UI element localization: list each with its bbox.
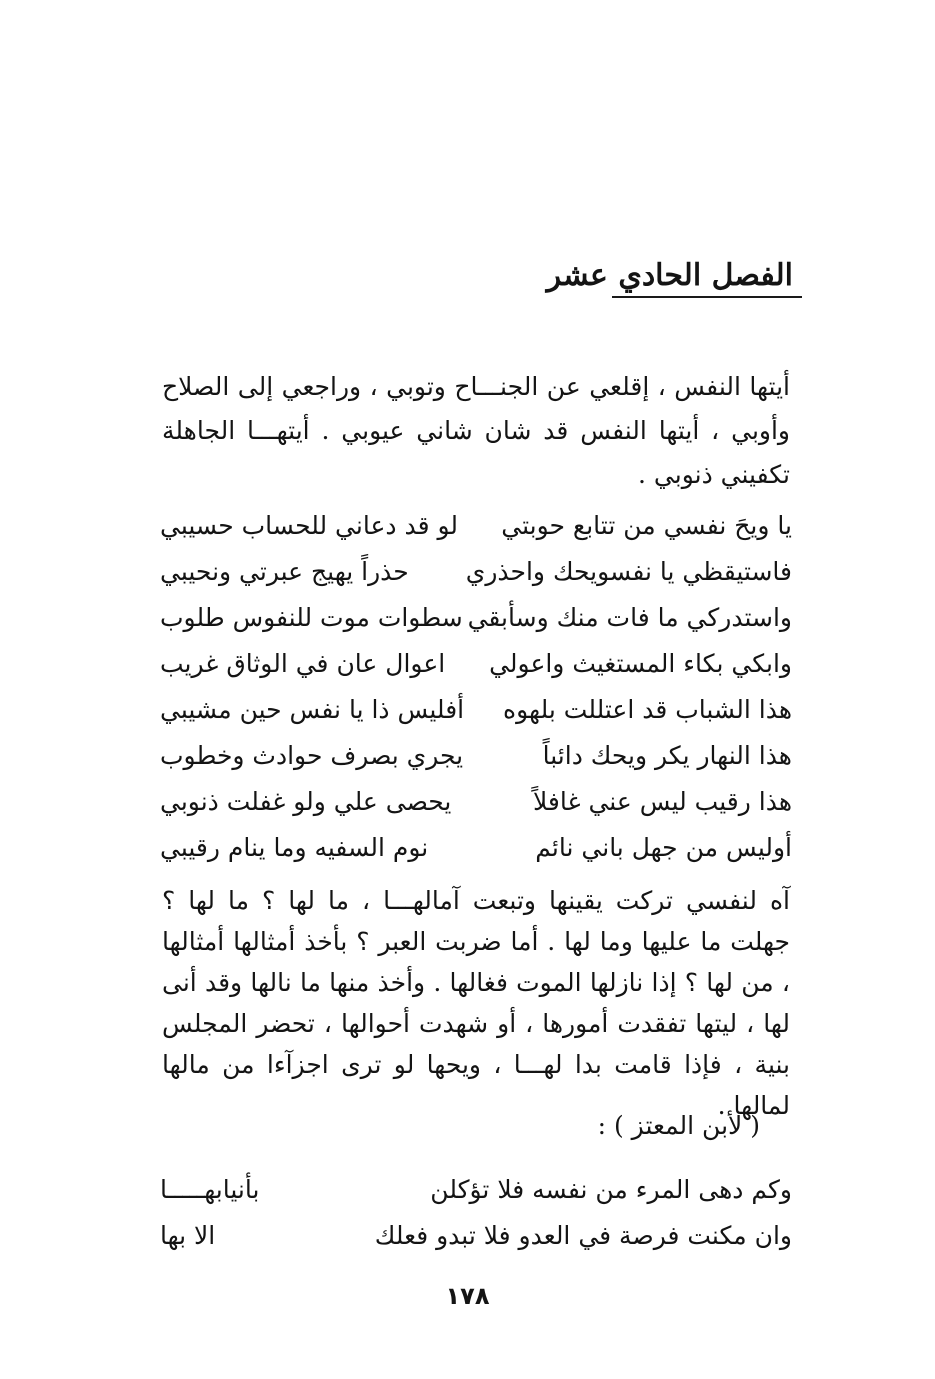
verse-right-hemistich: واستدركي ما فات منك وسأبقي: [467, 602, 792, 632]
verse-left-hemistich: نوم السفيه وما ينام رقيبي: [160, 832, 429, 862]
verse-left-hemistich: يجري بصرف حوادث وخطوب: [160, 740, 464, 770]
verse-line: [160, 824, 792, 870]
verse-left-hemistich: يحصى علي ولو غفلت ذنوبي: [160, 786, 452, 816]
verse-line: [160, 502, 792, 548]
verse-right-hemistich: وابكي بكاء المستغيث واعولي: [489, 648, 792, 678]
verse-right-hemistich: هذا النهار يكر ويحك دائباً: [542, 740, 792, 770]
verse-right-hemistich: وكم دهى المرء من نفسه فلا تؤكلن: [430, 1174, 792, 1204]
verse-left-hemistich: اعوال عان في الوثاق غريب: [160, 648, 446, 678]
verse-left-hemistich: لو قد دعاني للحساب حسيبي: [160, 510, 459, 540]
verse-line: [160, 548, 792, 594]
verse-line: [160, 778, 792, 824]
verse-line: [160, 640, 792, 686]
verse-right-hemistich: أوليس من جهل باني نائم: [535, 832, 792, 862]
title-underline: [612, 296, 802, 298]
verse-line: [160, 1212, 792, 1258]
verse-left-hemistich: حذراً يهيج عبرتي ونحيبي: [160, 556, 409, 586]
poem-attribution: ( لأبن المعتز ) :: [597, 1111, 760, 1140]
verse-right-hemistich: وان مكنت فرصة في العدو فلا تبدو فعلك: [374, 1220, 792, 1250]
poem-1: [160, 502, 792, 870]
paragraph-2: [162, 880, 790, 1126]
verse-right-hemistich: هذا رقيب ليس عني غافلاً: [532, 786, 792, 816]
verse-line: [160, 686, 792, 732]
verse-left-hemistich: بأنيابهـــــا: [160, 1174, 260, 1204]
verse-line: [160, 594, 792, 640]
verse-right-hemistich: فاستيقظي يا نفسويحك واحذري: [465, 556, 792, 586]
verse-line: [160, 732, 792, 778]
verse-right-hemistich: هذا الشباب قد اعتللت بلهوه: [503, 694, 792, 724]
poem-2: [160, 1166, 792, 1258]
verse-left-hemistich: أفليس ذا يا نفس حين مشيبي: [160, 694, 465, 724]
verse-left-hemistich: الا بها: [160, 1220, 216, 1250]
paragraph-2-text: آه لنفسي تركت يقينها وتبعت آمالهـــا ، ما لها ؟ ما لها ؟ جهلت ما عليها وما لها . أما ضربت العبر ؟ بأخذ أمثالها أمثالها ، من لها ؟ إذا نازلها الموت فغالها . وأخذ منها ما نالها وقد أنى لها ، ليتها تفقدت أمورها ، أو شهدت أحوالها ، تحضر المجلس بنية ، فإذا قامت بدا لهـــا ، ويحها لو ترى اجزآءا من مالها لمالها .: [162, 886, 790, 1120]
page-number: ١٧٨: [445, 1282, 490, 1310]
verse-line: [160, 1166, 792, 1212]
chapter-title: الفصل الحادي عشر: [546, 258, 793, 293]
verse-right-hemistich: يا ويحَ نفسي من تتابع حوبتي: [501, 510, 792, 540]
paragraph-1-text: أيتها النفس ، إقلعي عن الجنـــاح وتوبي ، وراجعي إلى الصلاح وأوبي ، أيتها النفس قد شان شاني عيوبي . أيتهـــا الجاهلة تكفيني ذنوبي .: [162, 372, 790, 489]
paragraph-1: [162, 365, 790, 497]
verse-left-hemistich: سطوات موت للنفوس طلوب: [160, 602, 463, 632]
